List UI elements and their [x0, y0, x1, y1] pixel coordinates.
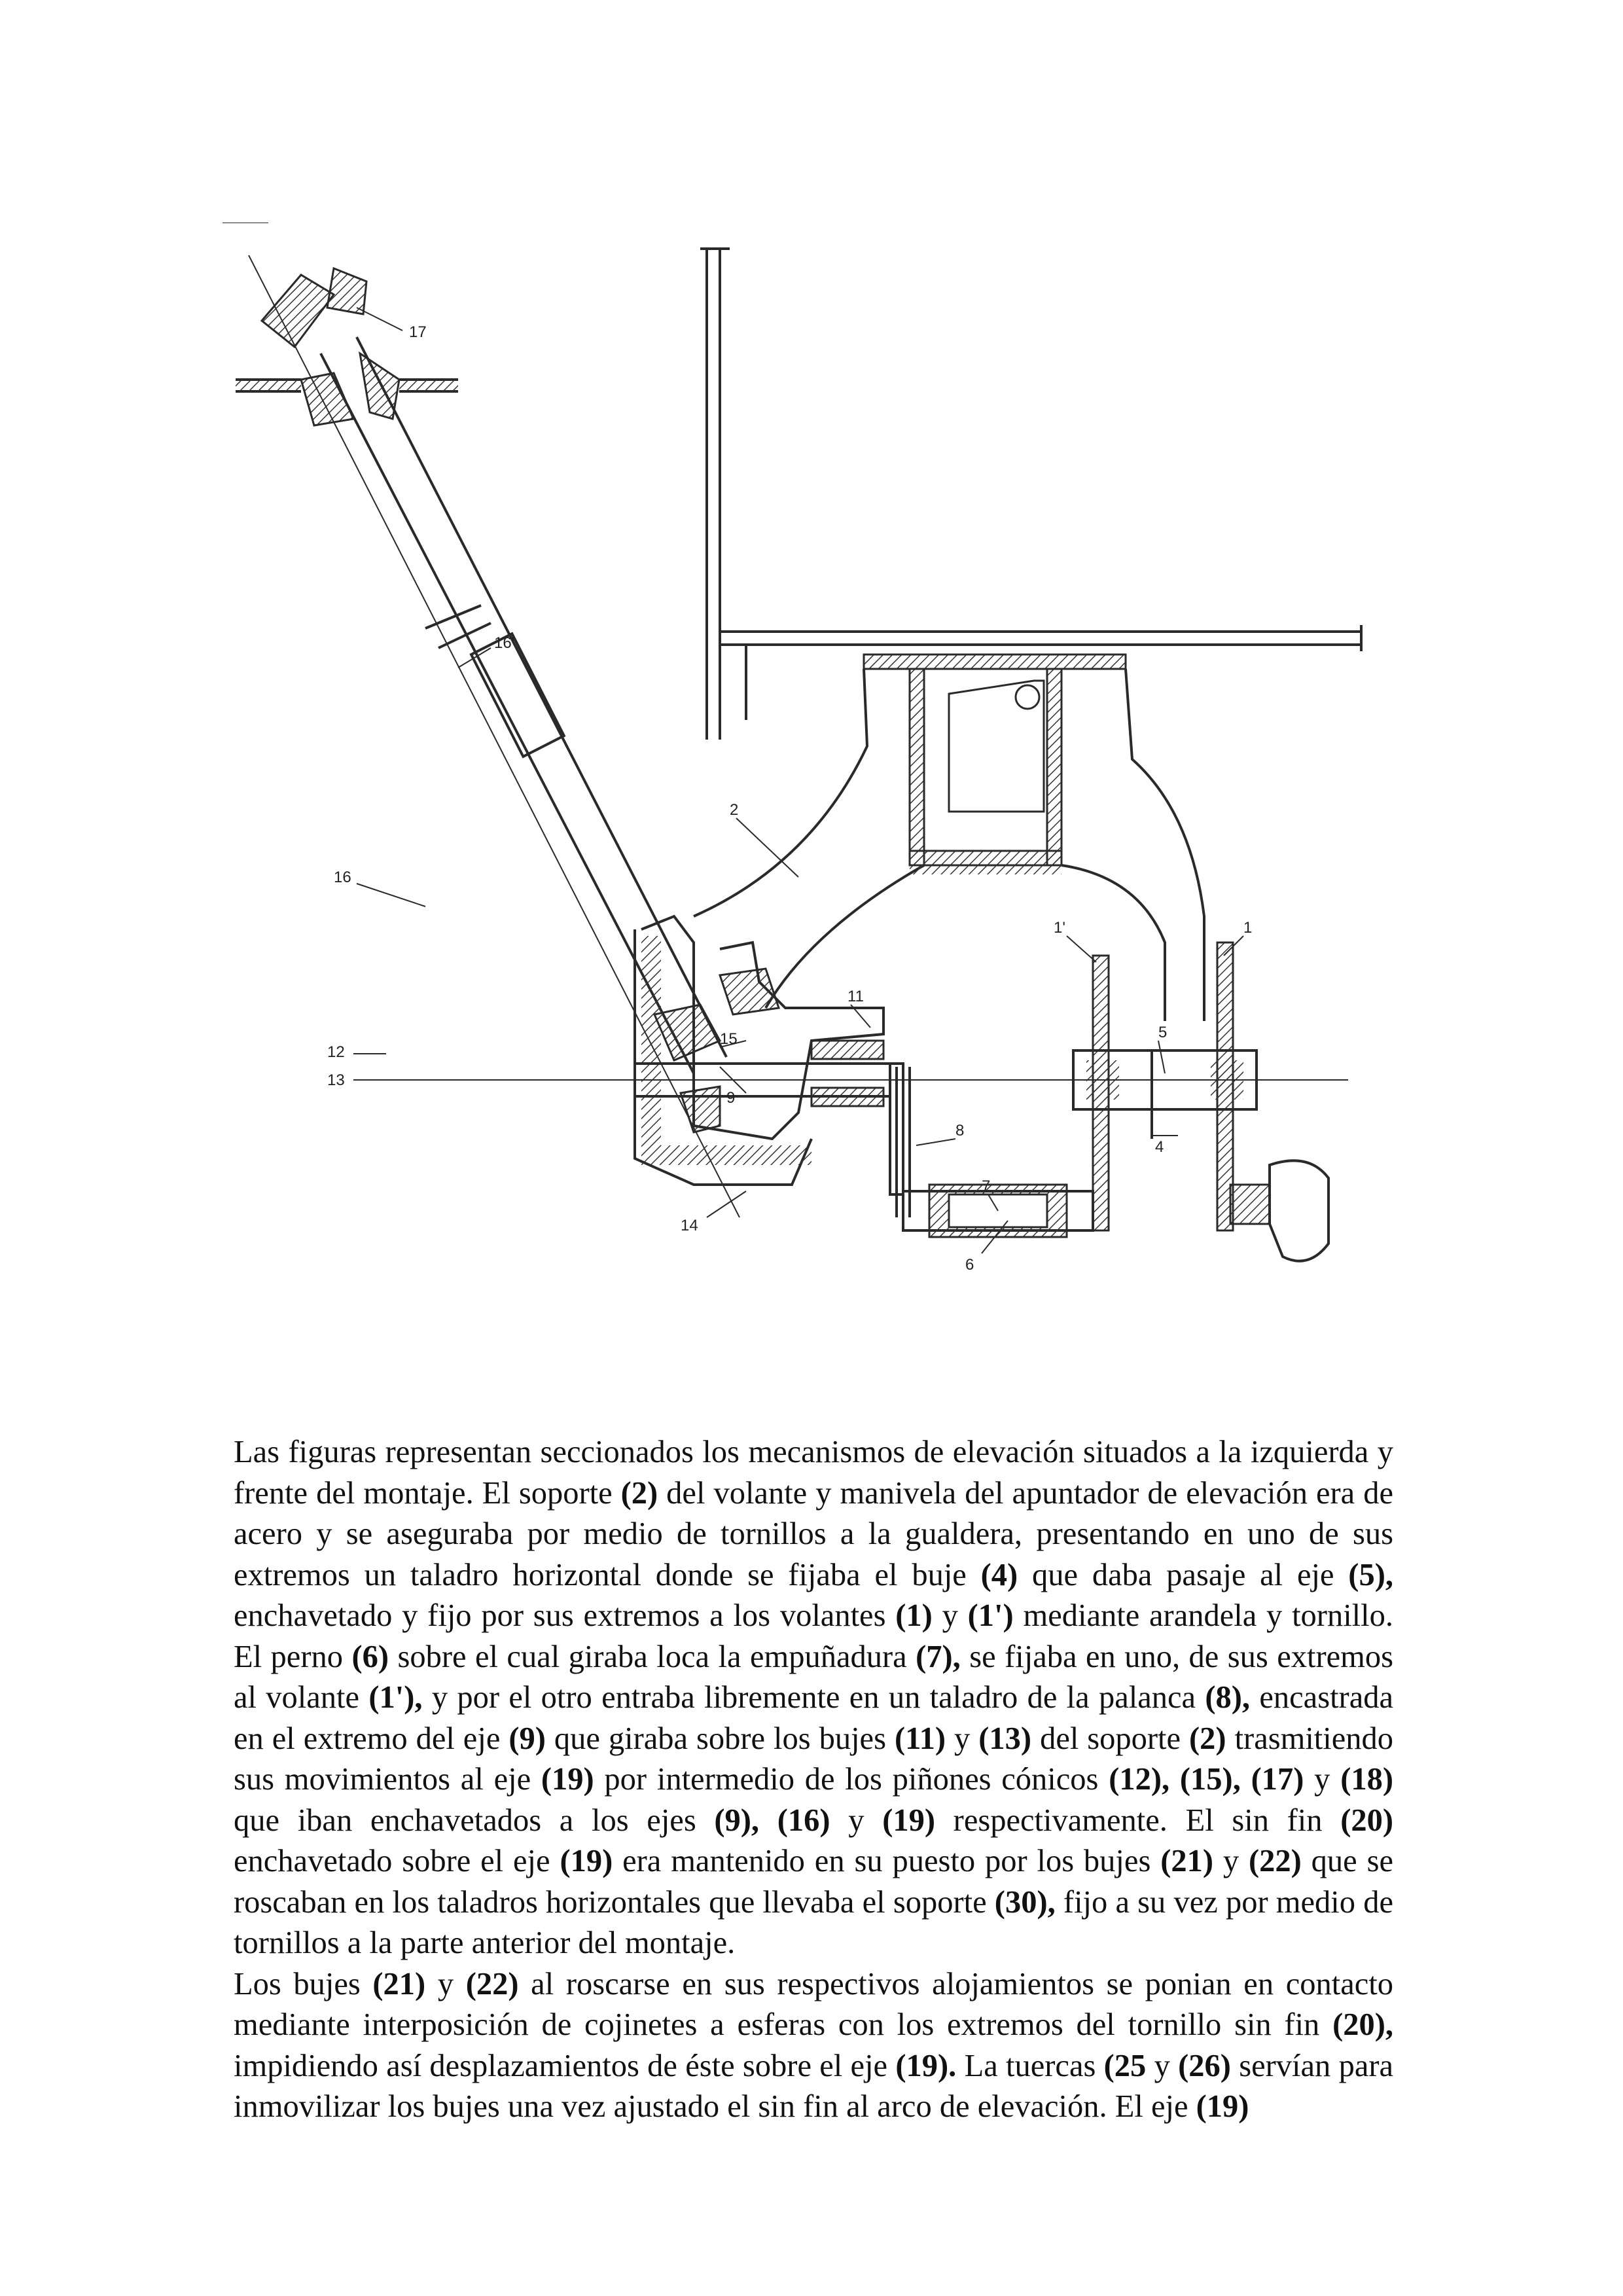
label-7: 7: [982, 1177, 991, 1195]
text-run: que iban enchavetados a los ejes: [234, 1803, 715, 1838]
reference-number: (8),: [1205, 1680, 1251, 1715]
reference-number: (19): [1196, 2089, 1249, 2124]
text-run: y: [1146, 2048, 1179, 2083]
reference-number: (13): [978, 1721, 1032, 1756]
inclined-shaft-16: [249, 255, 740, 1217]
text-run: impidiendo así desplazamientos de éste sobre el eje: [234, 2048, 896, 2083]
paragraph-2: [234, 1964, 1393, 2128]
text-run: mediante arandela y tornillo. El perno: [234, 1598, 1394, 1674]
text-run: sobre el cual giraba loca la empuñadura: [389, 1639, 916, 1674]
reference-number: (1'),: [368, 1680, 423, 1715]
text-run: fijo a su vez por medio de tornillos a la parte anterior del montaje.: [234, 1884, 1393, 1960]
text-run: y: [830, 1803, 883, 1838]
reference-number: (15),: [1179, 1762, 1241, 1797]
text-run: que daba pasaje al eje: [1018, 1557, 1349, 1592]
text-run: y: [1304, 1762, 1341, 1797]
text-run: Los bujes: [234, 1966, 373, 2001]
reference-number: (19): [541, 1762, 594, 1797]
reference-number: (4): [980, 1557, 1018, 1592]
reference-number: (9): [508, 1721, 546, 1756]
text-run: se fijaba en uno, de sus extremos al volante: [234, 1639, 1393, 1715]
text-run: al roscarse en sus respectivos alojamientos se ponian en contacto mediante interposición de cojinetes a esferas con los extremos del tornillo sin fin: [234, 1966, 1393, 2042]
reference-number: (6): [351, 1639, 389, 1674]
reference-number: (26): [1178, 2048, 1231, 2083]
text-run: y: [946, 1721, 979, 1756]
text-run: y: [425, 1966, 466, 2001]
reference-number: (20),: [1332, 2007, 1393, 2042]
handwheels: [1073, 942, 1329, 1261]
text-run: del volante y manivela del apuntador de elevación era de acero y se aseguraba por medio de tornillos a la gualdera, presentando en uno de sus extremos un taladro horizontal donde se fijaba el buje: [234, 1475, 1393, 1592]
text-run: que giraba sobre los bujes: [545, 1721, 895, 1756]
reference-number: (11): [894, 1721, 946, 1756]
text-run: y por el otro entraba libremente en un taladro de la palanca: [422, 1680, 1205, 1715]
reference-number: (18): [1340, 1762, 1393, 1797]
label-6: 6: [965, 1256, 974, 1274]
text-run: era mantenido en su puesto por los bujes: [613, 1844, 1161, 1878]
label-8: 8: [955, 1122, 965, 1139]
label-1-prime: 1': [1054, 919, 1065, 937]
text-run: [1169, 1762, 1180, 1797]
reference-number: (30),: [994, 1884, 1056, 1920]
reference-number: (2): [620, 1475, 658, 1511]
reference-number: (9),: [714, 1803, 760, 1838]
text-run: por intermedio de los piñones cónicos: [594, 1762, 1109, 1797]
text-run: [759, 1803, 777, 1838]
crank-handle: [897, 1067, 1093, 1237]
reference-number: (22): [1249, 1844, 1302, 1878]
reference-number: (19): [882, 1803, 935, 1838]
reference-number: (21): [372, 1966, 426, 2001]
text-run: encastrada en el extremo del eje: [234, 1680, 1393, 1756]
gear-housing-14: [635, 916, 883, 1185]
reference-number: (22): [465, 1966, 519, 2001]
text-run: enchavetado y fijo por sus extremos a los volantes: [234, 1598, 896, 1633]
mechanism-figure: [223, 223, 1427, 1420]
reference-number: (16): [777, 1803, 830, 1838]
label-1: 1: [1243, 919, 1253, 937]
reference-number: (19): [560, 1844, 613, 1878]
text-run: servían para inmovilizar los bujes una vez ajustado el sin fin al arco de elevación. El eje: [234, 2048, 1394, 2124]
support-bracket-2: [694, 655, 1204, 1021]
reference-number: (2): [1189, 1721, 1226, 1756]
sectional-drawing: [223, 223, 1427, 1420]
text-run: y: [1213, 1844, 1249, 1878]
text-run: respectivamente. El sin fin: [935, 1803, 1341, 1838]
label-4: 4: [1155, 1138, 1164, 1156]
label-11: 11: [847, 988, 864, 1005]
text-run: y: [932, 1598, 968, 1633]
text-run: que se roscaban en los taladros horizontales que llevaba el soporte: [234, 1844, 1393, 1920]
paragraph-1: [234, 1432, 1393, 1964]
text-run: [1241, 1762, 1251, 1797]
text-run: del soporte: [1031, 1721, 1190, 1756]
label-9: 9: [726, 1089, 736, 1107]
text-run: Las figuras representan seccionados los mecanismos de elevación situados a la izquierda y frente del montaje. El soporte: [234, 1435, 1393, 1511]
reference-number: (17): [1251, 1762, 1304, 1797]
reference-number: (1'): [967, 1598, 1014, 1633]
label-15: 15: [720, 1030, 738, 1048]
text-run: trasmitiendo sus movimientos al eje: [234, 1721, 1394, 1797]
label-17: 17: [409, 323, 427, 341]
reference-number: (1): [895, 1598, 933, 1633]
label-5: 5: [1158, 1024, 1168, 1041]
reference-number: (5),: [1348, 1557, 1393, 1592]
reference-number: (19).: [895, 2048, 957, 2083]
reference-number: (21): [1160, 1844, 1213, 1878]
body-text: [234, 1432, 1393, 2128]
text-run: enchavetado sobre el eje: [234, 1844, 560, 1878]
label-12: 12: [327, 1043, 345, 1061]
reference-number: (7),: [916, 1639, 961, 1674]
label-13: 13: [327, 1071, 345, 1089]
reference-number: (12),: [1109, 1762, 1170, 1797]
text-run: La tuercas: [956, 2048, 1104, 2083]
label-16-prime: 16': [494, 634, 515, 652]
reference-number: (20): [1340, 1803, 1394, 1838]
reference-number: (25: [1103, 2048, 1147, 2083]
label-16: 16: [334, 869, 351, 886]
label-14: 14: [681, 1217, 698, 1234]
label-2: 2: [730, 801, 739, 819]
